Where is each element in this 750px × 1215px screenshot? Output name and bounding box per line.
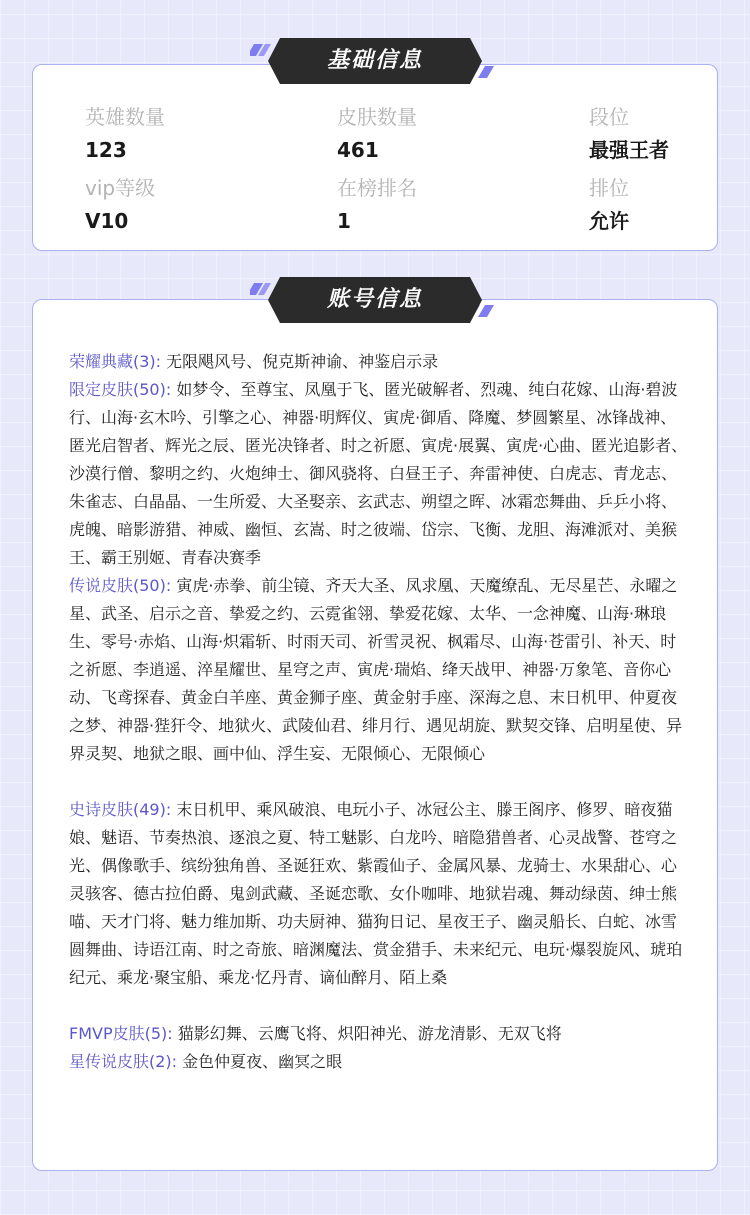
stat-label: 在榜排名 (337, 176, 417, 200)
stat-label: 英雄数量 (85, 105, 165, 129)
stat-label: 皮肤数量 (337, 105, 417, 129)
section-title: 账号信息 (326, 287, 423, 312)
category-items: 寅虎·赤拳、前尘镜、齐天大圣、凤求凰、天魔缭乱、无尽星芒、永曜之星、武圣、启示之音、挚爱之约、云霓雀翎、挚爱花嫁、太华、一念神魔、山海·琳琅生、零号·赤焰、山海·炽霜斩、时雨天司、祈雪灵祝、枫霜尽、山海·苍雷引、补天、时之祈愿、李逍遥、淬星耀世、星穹之声、寅虎·瑞焰、绛天战甲、神器·万象笔、音你心动、飞鸢探春、黄金白羊座、黄金狮子座、黄金射手座、深海之息、末日机甲、仲夏夜之梦、神器·狴犴令、地狱火、武陵仙君、绯月行、遇见胡旋、默契交锋、启明星使、异界灵契、地狱之眼、画中仙、浮生妄、无限倾心、无限倾心 (69, 576, 683, 763)
stat-value: V10 (85, 209, 129, 233)
stat-hero-count (85, 103, 165, 164)
basic-info-panel (32, 64, 718, 251)
category-label: 限定皮肤(50): (69, 380, 172, 399)
category-label: 史诗皮肤(49): (69, 800, 172, 819)
stat-skin-count (337, 103, 417, 164)
skin-list (69, 348, 689, 1076)
stat-value: 允许 (589, 209, 629, 233)
stat-vip-level (85, 174, 155, 235)
category-label: 荣耀典藏(3): (69, 352, 162, 371)
category-items: 金色仲夏夜、幽冥之眼 (182, 1052, 343, 1071)
skin-category (69, 1048, 689, 1076)
stat-label: 排位 (589, 176, 629, 200)
stat-value: 最强王者 (589, 138, 669, 162)
category-items: 无限飓风号、倪克斯神谕、神鉴启示录 (166, 352, 439, 371)
stat-rank (589, 103, 669, 164)
account-info-panel (32, 299, 718, 1171)
stat-leaderboard (337, 174, 417, 235)
account-info-banner (250, 277, 500, 323)
basic-info-banner (250, 38, 500, 84)
stat-value: 461 (337, 138, 379, 162)
skin-category (69, 796, 689, 992)
category-label: FMVP皮肤(5): (69, 1024, 173, 1043)
skin-category (69, 348, 689, 376)
spacer (69, 768, 689, 796)
skin-category (69, 376, 689, 572)
stat-ranked (589, 174, 629, 235)
category-items: 末日机甲、乘风破浪、电玩小子、冰冠公主、滕王阁序、修罗、暗夜猫娘、魅语、节奏热浪、逐浪之夏、特工魅影、白龙吟、暗隐猎兽者、心灵战警、苍穹之光、偶像歌手、缤纷独角兽、圣诞狂欢、紫霞仙子、金属风暴、龙骑士、水果甜心、心灵骇客、德古拉伯爵、鬼剑武藏、圣诞恋歌、女仆咖啡、地狱岩魂、舞动绿茵、绅士熊喵、天才门将、魅力维加斯、功夫厨神、猫狗日记、星夜王子、幽灵船长、白蛇、冰雪圆舞曲、诗语江南、时之奇旅、暗渊魔法、赏金猎手、未来纪元、电玩·爆裂旋风、琥珀纪元、乘龙·聚宝船、乘龙·忆丹青、谪仙醉月、陌上桑 (69, 800, 683, 987)
stat-value: 1 (337, 209, 351, 233)
stat-label: vip等级 (85, 176, 156, 200)
stat-value: 123 (85, 138, 127, 162)
category-items: 如梦令、至尊宝、凤凰于飞、匿光破解者、烈魂、纯白花嫁、山海·碧波行、山海·玄木吟、引擎之心、神器·明辉仪、寅虎·御盾、降魔、梦圆繁星、冰锋战神、匿光启智者、辉光之辰、匿光决锋者、时之祈愿、寅虎·展翼、寅虎·心曲、匿光追影者、沙漠行僧、黎明之约、火炮绅士、御风骁将、白昼王子、奔雷神使、白虎志、青龙志、朱雀志、白晶晶、一生所爱、大圣娶亲、玄武志、朔望之晖、冰霜恋舞曲、乒乒小将、虎魄、暗影游猎、神威、幽恒、玄嵩、时之彼端、岱宗、飞衡、龙胆、海滩派对、美猴王、霸王别姬、青春决赛季 (69, 380, 688, 567)
skin-category (69, 572, 689, 768)
spacer (69, 992, 689, 1020)
category-label: 传说皮肤(50): (69, 576, 172, 595)
stat-label: 段位 (589, 105, 629, 129)
category-label: 星传说皮肤(2): (69, 1052, 178, 1071)
category-items: 猫影幻舞、云鹰飞将、炽阳神光、游龙清影、无双飞将 (177, 1024, 562, 1043)
section-title: 基础信息 (326, 48, 423, 73)
skin-category (69, 1020, 689, 1048)
